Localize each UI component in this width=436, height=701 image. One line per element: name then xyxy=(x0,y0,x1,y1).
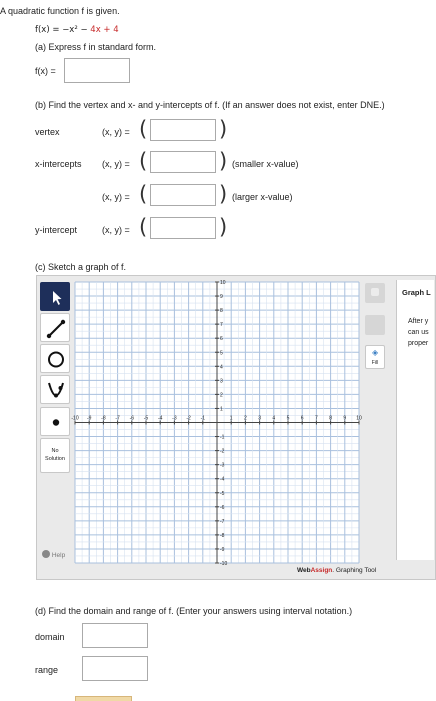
vertex-open-paren: ( xyxy=(139,117,148,141)
y-tick-label: -9 xyxy=(220,546,225,553)
y-tick-label: 4 xyxy=(220,364,223,371)
x-tick-label: 4 xyxy=(272,415,276,422)
function-lhs: f(x) = xyxy=(35,25,63,35)
help-panel-line: After y xyxy=(408,318,429,325)
xint2-close-paren: ) xyxy=(219,182,228,206)
x-tick-label: -6 xyxy=(129,415,135,422)
help-panel-line: can us xyxy=(408,329,429,336)
xint2-xy-label: (x, y) = xyxy=(102,192,130,202)
xint1-xy-label: (x, y) = xyxy=(102,159,130,169)
brand-assign: Assign xyxy=(310,567,333,574)
x-tick-label: 1 xyxy=(229,415,233,422)
line-tool[interactable] xyxy=(40,313,70,342)
yint-xy-label: (x, y) = xyxy=(102,225,130,235)
no-solution-label: No Solution xyxy=(45,448,65,462)
y-tick-label: -5 xyxy=(220,490,225,497)
part-a-prompt: (a) Express f in standard form. xyxy=(35,42,157,52)
brand-web: Web xyxy=(297,567,311,574)
xint2-open-paren: ( xyxy=(139,182,148,206)
x-tick-label: 5 xyxy=(286,415,290,422)
y-intercept-label: y-intercept xyxy=(35,225,78,235)
help-panel-line: proper xyxy=(408,340,429,347)
domain-label: domain xyxy=(35,632,65,642)
y-tick-label: 2 xyxy=(220,392,223,399)
question-intro: A quadratic function f is given. xyxy=(0,6,120,16)
yint-open-paren: ( xyxy=(139,215,148,239)
fill-bucket-icon: ◈ xyxy=(372,348,379,357)
x-tick-label: -10 xyxy=(71,415,79,422)
x-tick-label: 9 xyxy=(343,415,347,422)
vertex-input[interactable] xyxy=(150,119,216,141)
y-tick-label: 1 xyxy=(220,406,223,413)
x-tick-label: 7 xyxy=(315,415,318,422)
cursor-arrow-icon xyxy=(41,283,71,312)
x-intercepts-label: x-intercepts xyxy=(35,159,82,169)
standard-form-label: f(x) = xyxy=(35,66,56,76)
y-tick-label: -3 xyxy=(220,462,225,469)
yint-close-paren: ) xyxy=(219,215,228,239)
y-tick-label: -2 xyxy=(220,448,225,455)
y-tick-label: -10 xyxy=(220,561,228,567)
x-tick-label: -8 xyxy=(101,415,106,422)
x-tick-label: -7 xyxy=(115,415,120,422)
line-segment-icon xyxy=(41,314,71,343)
x-intercept-smaller-input[interactable] xyxy=(150,151,216,173)
vertex-close-paren: ) xyxy=(219,117,228,141)
x-intercept-larger-input[interactable] xyxy=(150,184,216,206)
help-panel-title: Graph L xyxy=(402,288,431,297)
y-intercept-input[interactable] xyxy=(150,217,216,239)
smaller-x-note: (smaller x-value) xyxy=(232,159,299,169)
xint1-open-paren: ( xyxy=(139,149,148,173)
x-tick-label: -9 xyxy=(86,415,92,422)
x-tick-label: 3 xyxy=(258,415,261,422)
xint1-close-paren: ) xyxy=(219,149,228,173)
part-c-prompt: (c) Sketch a graph of f. xyxy=(35,262,127,272)
vertex-label: vertex xyxy=(35,127,60,137)
x-tick-label: -4 xyxy=(157,415,163,422)
range-label: range xyxy=(35,665,59,675)
point-icon xyxy=(41,408,71,437)
range-input[interactable] xyxy=(82,656,148,681)
no-solution-button[interactable] xyxy=(40,438,70,473)
help-icon xyxy=(42,550,50,558)
coordinate-grid[interactable] xyxy=(71,280,362,567)
trash-icon xyxy=(371,288,379,296)
x-tick-label: -2 xyxy=(186,415,191,422)
y-tick-label: 10 xyxy=(220,280,226,286)
y-tick-label: 5 xyxy=(220,350,223,357)
y-tick-label: 8 xyxy=(220,308,223,315)
vertex-xy-label: (x, y) = xyxy=(102,127,130,137)
y-tick-label: 9 xyxy=(220,294,223,301)
y-tick-label: -6 xyxy=(220,504,225,511)
y-tick-label: 3 xyxy=(220,378,223,385)
submit-button[interactable] xyxy=(75,696,132,701)
function-definition xyxy=(35,25,119,35)
part-d-prompt: (d) Find the domain and range of f. (Enter your answers using interval notation.) xyxy=(35,606,353,616)
y-tick-label: -7 xyxy=(220,518,225,525)
fill-button[interactable] xyxy=(365,345,385,369)
larger-x-note: (larger x-value) xyxy=(232,192,293,202)
part-b-prompt: (b) Find the vertex and x- and y-intercepts of f. (If an answer does not exist, enter DNE.) xyxy=(35,100,385,110)
y-tick-label: -1 xyxy=(220,434,225,441)
x-tick-label: -1 xyxy=(200,415,206,422)
parabola-tool[interactable] xyxy=(40,375,70,404)
y-tick-label: 6 xyxy=(220,336,223,343)
clear-button[interactable] xyxy=(365,315,385,335)
circle-tool[interactable] xyxy=(40,344,70,373)
x-tick-label: -5 xyxy=(143,415,149,422)
x-tick-label: 2 xyxy=(244,415,247,422)
function-term1: −x² − xyxy=(62,25,91,35)
help-link[interactable] xyxy=(42,550,65,559)
x-tick-label: 10 xyxy=(356,415,362,422)
fill-label: Fill xyxy=(371,360,379,366)
help-panel-text xyxy=(408,316,429,349)
pointer-tool[interactable] xyxy=(40,282,70,311)
y-tick-label: -8 xyxy=(220,532,225,539)
webassign-brand xyxy=(297,567,376,574)
parabola-icon xyxy=(41,376,71,405)
standard-form-input[interactable] xyxy=(64,58,130,83)
y-tick-label: 7 xyxy=(220,322,223,329)
brand-suffix: . Graphing Tool xyxy=(332,567,377,574)
circle-icon xyxy=(41,345,71,374)
y-tick-label: -4 xyxy=(220,476,225,483)
function-term2: 4x + 4 xyxy=(90,25,119,35)
x-tick-label: -3 xyxy=(172,415,177,422)
help-label: Help xyxy=(51,552,66,559)
x-tick-label: 6 xyxy=(300,415,304,422)
point-tool[interactable] xyxy=(40,407,70,436)
domain-input[interactable] xyxy=(82,623,148,648)
x-tick-label: 8 xyxy=(329,415,332,422)
